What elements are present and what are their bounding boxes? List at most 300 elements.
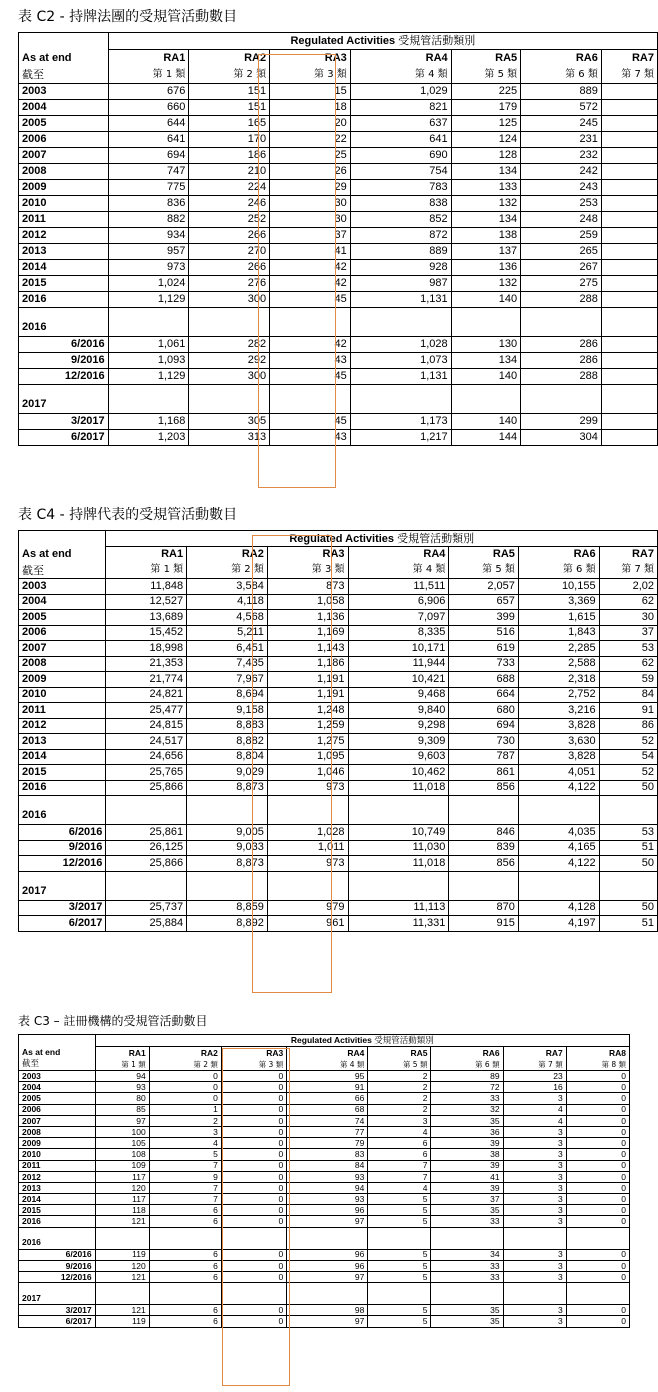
cell-ra4: 1,073 (350, 353, 451, 369)
cell-ra3: 26 (270, 164, 351, 180)
cell-ra2: 300 (189, 369, 270, 385)
cell-ra2: 7 (149, 1194, 221, 1205)
cell-ra1: 93 (95, 1082, 149, 1093)
cell-ra6: 2,318 (518, 672, 599, 688)
cell-ra5: 2 (368, 1082, 431, 1093)
cell-ra2: 4,118 (187, 594, 268, 610)
cell-ra1: 12,527 (106, 594, 187, 610)
spacer-cell (19, 796, 106, 808)
cell-ra1: 25,765 (106, 765, 187, 781)
spacer-cell (601, 385, 657, 397)
cell-ra1: 660 (108, 100, 189, 116)
spacer-cell (189, 385, 270, 397)
cell-ra7: 3 (503, 1272, 566, 1283)
row-label: 2015 (19, 765, 106, 781)
table-row (19, 825, 658, 841)
cell-ra5: 132 (451, 276, 520, 292)
cell-ra7: 86 (599, 718, 657, 734)
cell-ra4: 7,097 (348, 610, 449, 626)
cell-ra1: 21,353 (106, 656, 187, 672)
cell-ra3: 0 (221, 1104, 286, 1115)
column-header-ra3: RA3 (270, 50, 351, 67)
cell-ra4: 8,335 (348, 625, 449, 641)
cell-ra4: 97 (287, 1216, 368, 1227)
cell-ra1: 21,774 (106, 672, 187, 688)
cell-ra7: 59 (599, 672, 657, 688)
cell-ra1: 108 (95, 1149, 149, 1160)
cell-ra2: 186 (189, 148, 270, 164)
row-label: 2004 (19, 100, 109, 116)
cell-ra8: 0 (566, 1260, 629, 1271)
cell-ra3: 18 (270, 100, 351, 116)
cell-ra7: 3 (503, 1260, 566, 1271)
cell-ra3: 45 (270, 414, 351, 430)
table-row (19, 625, 658, 641)
cell-ra4: 74 (287, 1115, 368, 1126)
cell-ra6: 89 (431, 1071, 503, 1082)
cell-ra4: 93 (287, 1171, 368, 1182)
cell-ra3: 979 (267, 900, 348, 916)
cell-ra2: 6 (149, 1272, 221, 1283)
cell-ra6: 34 (431, 1249, 503, 1260)
cell-ra1: 120 (95, 1182, 149, 1193)
cell-ra5: 619 (449, 641, 518, 657)
group-year-empty-cell (521, 397, 602, 414)
cell-ra5: 134 (451, 353, 520, 369)
cell-ra4: 928 (350, 260, 451, 276)
table-c3-container (18, 1034, 630, 1378)
column-subheader-ra4: 第 4 類 (287, 1059, 368, 1071)
spacer-cell (521, 385, 602, 397)
row-label: 2012 (19, 718, 106, 734)
cell-ra5: 5 (368, 1316, 431, 1327)
cell-ra4: 690 (350, 148, 451, 164)
cell-ra3: 1,186 (267, 656, 348, 672)
banner-en: Regulated Activities (289, 532, 395, 545)
group-year-empty-cell (566, 1236, 629, 1249)
cell-ra8: 0 (566, 1171, 629, 1182)
cell-ra8: 0 (566, 1216, 629, 1227)
row-label: 2006 (19, 625, 106, 641)
cell-ra1: 25,866 (106, 780, 187, 796)
cell-ra4: 96 (287, 1249, 368, 1260)
cell-ra5: 136 (451, 260, 520, 276)
table-row (19, 164, 658, 180)
cell-ra1: 13,689 (106, 610, 187, 626)
row-label: 2008 (19, 164, 109, 180)
cell-ra2: 9,005 (187, 825, 268, 841)
cell-ra6: 4,197 (518, 916, 599, 932)
cell-ra8: 0 (566, 1104, 629, 1115)
cell-ra7 (601, 430, 657, 446)
cell-ra6: 2,588 (518, 656, 599, 672)
cell-ra6: 3,828 (518, 718, 599, 734)
spacer-cell (503, 1283, 566, 1292)
cell-ra4: 987 (350, 276, 451, 292)
cell-ra2: 266 (189, 228, 270, 244)
group-year-empty-cell (599, 883, 657, 900)
cell-ra3: 973 (267, 856, 348, 872)
cell-ra1: 24,517 (106, 734, 187, 750)
cell-ra7 (601, 353, 657, 369)
table-row (19, 1149, 630, 1160)
cell-ra6: 35 (431, 1316, 503, 1327)
cell-ra3: 25 (270, 148, 351, 164)
cell-ra7: 3 (503, 1126, 566, 1137)
cell-ra2: 210 (189, 164, 270, 180)
column-header-ra7: RA7 (503, 1047, 566, 1059)
cell-ra7: 52 (599, 765, 657, 781)
table-row (19, 1205, 630, 1216)
cell-ra7 (601, 292, 657, 308)
group-year-empty-cell (189, 320, 270, 337)
spacer-cell (149, 1283, 221, 1292)
spacer-cell (95, 1227, 149, 1236)
column-header-ra2: RA2 (149, 1047, 221, 1059)
table-row (19, 672, 658, 688)
table-row (19, 430, 658, 446)
row-label: 2008 (19, 656, 106, 672)
cell-ra3: 41 (270, 244, 351, 260)
as-at-end-label: As at end (19, 50, 109, 67)
spacer-row (19, 796, 658, 808)
cell-ra4: 9,309 (348, 734, 449, 750)
cell-ra7: 62 (599, 656, 657, 672)
cell-ra6: 35 (431, 1205, 503, 1216)
cell-ra3: 0 (221, 1316, 286, 1327)
spacer-cell (189, 308, 270, 320)
table-row (19, 276, 658, 292)
group-year-empty-cell (149, 1236, 221, 1249)
table-row (19, 84, 658, 100)
group-year-empty-cell (518, 883, 599, 900)
cell-ra6: 39 (431, 1138, 503, 1149)
cell-ra7: 4 (503, 1115, 566, 1126)
cell-ra3: 1,143 (267, 641, 348, 657)
cell-ra4: 79 (287, 1138, 368, 1149)
group-year-empty-cell (149, 1292, 221, 1305)
group-year-empty-cell (601, 397, 657, 414)
cell-ra3: 0 (221, 1093, 286, 1104)
group-year-empty-cell (348, 883, 449, 900)
group-year-empty-cell (451, 320, 520, 337)
cell-ra7: 3 (503, 1305, 566, 1316)
cell-ra4: 1,029 (350, 84, 451, 100)
spacer-cell (106, 871, 187, 883)
spacer-cell (187, 871, 268, 883)
table-row (19, 353, 658, 369)
cell-ra3: 0 (221, 1171, 286, 1182)
column-header-ra4: RA4 (287, 1047, 368, 1059)
cell-ra4: 91 (287, 1082, 368, 1093)
cell-ra1: 775 (108, 180, 189, 196)
cell-ra6: 4,051 (518, 765, 599, 781)
cell-ra5: 5 (368, 1194, 431, 1205)
cell-ra5: 134 (451, 212, 520, 228)
table-row (19, 1104, 630, 1115)
table-row (19, 337, 658, 353)
spacer-row (19, 1283, 630, 1292)
table-row (19, 641, 658, 657)
header-code-row (19, 547, 658, 563)
table-row (19, 369, 658, 385)
banner-zh: 受規管活動類別 (397, 531, 475, 545)
spacer-cell (19, 871, 106, 883)
as-at-end-label: As at end (19, 1047, 96, 1059)
cell-ra1: 1,129 (108, 292, 189, 308)
table-c3-title: 表 C3 – 註冊機構的受規管活動數目 (18, 1014, 208, 1028)
row-label: 6/2016 (19, 825, 106, 841)
cell-ra4: 783 (350, 180, 451, 196)
cell-ra4: 95 (287, 1071, 368, 1082)
cell-ra2: 8,873 (187, 856, 268, 872)
cell-ra2: 224 (189, 180, 270, 196)
table-row (19, 594, 658, 610)
cell-ra7 (601, 260, 657, 276)
cell-ra3: 1,259 (267, 718, 348, 734)
group-year-empty-cell (431, 1292, 503, 1305)
cell-ra6: 39 (431, 1160, 503, 1171)
cell-ra2: 1 (149, 1104, 221, 1115)
cell-ra1: 26,125 (106, 840, 187, 856)
cell-ra3: 0 (221, 1182, 286, 1193)
column-subheader-ra7: 第 7 類 (601, 67, 657, 84)
spacer-cell (431, 1227, 503, 1236)
cell-ra6: 33 (431, 1260, 503, 1271)
column-subheader-ra3: 第 3 類 (267, 563, 348, 579)
cell-ra1: 1,061 (108, 337, 189, 353)
table-row (19, 1071, 630, 1082)
cell-ra1: 97 (95, 1115, 149, 1126)
cell-ra2: 300 (189, 292, 270, 308)
cell-ra1: 121 (95, 1216, 149, 1227)
cell-ra3: 0 (221, 1216, 286, 1227)
spacer-cell (267, 796, 348, 808)
spacer-cell (19, 1283, 96, 1292)
cell-ra5: 2 (368, 1104, 431, 1115)
cell-ra2: 7,435 (187, 656, 268, 672)
cell-ra5: 5 (368, 1260, 431, 1271)
cell-ra4: 11,018 (348, 856, 449, 872)
cell-ra3: 43 (270, 430, 351, 446)
cell-ra7 (601, 337, 657, 353)
row-label: 2005 (19, 116, 109, 132)
header-code-row (19, 1047, 630, 1059)
cell-ra6: 4,128 (518, 900, 599, 916)
cell-ra1: 24,656 (106, 749, 187, 765)
cell-ra3: 1,275 (267, 734, 348, 750)
cell-ra5: 137 (451, 244, 520, 260)
group-year-empty-cell (267, 883, 348, 900)
row-label: 2005 (19, 1093, 96, 1104)
column-header-ra2: RA2 (189, 50, 270, 67)
spacer-cell (350, 385, 451, 397)
cell-ra4: 889 (350, 244, 451, 260)
banner-row (19, 1035, 630, 1047)
cell-ra5: 4 (368, 1126, 431, 1137)
spacer-cell (270, 308, 351, 320)
column-header-ra8: RA8 (566, 1047, 629, 1059)
table-row (19, 734, 658, 750)
spacer-cell (108, 385, 189, 397)
cell-ra2: 9,029 (187, 765, 268, 781)
cell-ra1: 25,884 (106, 916, 187, 932)
row-label: 12/2016 (19, 369, 109, 385)
cell-ra5: 132 (451, 196, 520, 212)
cell-ra3: 0 (221, 1160, 286, 1171)
cell-ra4: 66 (287, 1093, 368, 1104)
cell-ra3: 42 (270, 260, 351, 276)
table-row (19, 292, 658, 308)
cell-ra5: 124 (451, 132, 520, 148)
header-code-row (19, 50, 658, 67)
cell-ra2: 3 (149, 1126, 221, 1137)
cell-ra2: 151 (189, 84, 270, 100)
cell-ra1: 1,129 (108, 369, 189, 385)
group-year-empty-cell (503, 1236, 566, 1249)
column-header-ra6: RA6 (431, 1047, 503, 1059)
cell-ra1: 24,821 (106, 687, 187, 703)
cell-ra2: 5 (149, 1149, 221, 1160)
spacer-cell (566, 1227, 629, 1236)
cell-ra3: 0 (221, 1126, 286, 1137)
cell-ra7: 3 (503, 1149, 566, 1160)
spacer-cell (287, 1283, 368, 1292)
table-row (19, 116, 658, 132)
row-label: 2013 (19, 244, 109, 260)
table-row (19, 840, 658, 856)
group-year-empty-cell (106, 808, 187, 825)
cell-ra7 (601, 369, 657, 385)
row-label: 2006 (19, 132, 109, 148)
cell-ra2: 246 (189, 196, 270, 212)
cell-ra5: 861 (449, 765, 518, 781)
cell-ra5: 856 (449, 856, 518, 872)
table-c2-title: 表 C2 - 持牌法團的受規管活動數目 (18, 9, 238, 25)
cell-ra4: 9,603 (348, 749, 449, 765)
cell-ra4: 94 (287, 1182, 368, 1193)
group-year-label: 2017 (19, 1292, 96, 1305)
column-subheader-ra2: 第 2 類 (187, 563, 268, 579)
spacer-cell (221, 1227, 286, 1236)
spacer-cell (449, 796, 518, 808)
cell-ra1: 119 (95, 1249, 149, 1260)
cell-ra6: 41 (431, 1171, 503, 1182)
corner-cell (19, 531, 106, 547)
banner-en: Regulated Activities (290, 1034, 372, 1045)
spacer-cell (518, 796, 599, 808)
table-row (19, 765, 658, 781)
cell-ra1: 120 (95, 1260, 149, 1271)
cell-ra4: 97 (287, 1272, 368, 1283)
cell-ra5: 140 (451, 414, 520, 430)
cell-ra2: 8,694 (187, 687, 268, 703)
cell-ra3: 1,028 (267, 825, 348, 841)
table-row (19, 1316, 630, 1327)
cell-ra2: 0 (149, 1071, 221, 1082)
column-header-ra5: RA5 (368, 1047, 431, 1059)
cell-ra6: 231 (521, 132, 602, 148)
table-row (19, 579, 658, 595)
cell-ra6: 572 (521, 100, 602, 116)
cell-ra1: 836 (108, 196, 189, 212)
cell-ra6: 245 (521, 116, 602, 132)
row-label: 2003 (19, 579, 106, 595)
column-header-ra5: RA5 (451, 50, 520, 67)
cell-ra4: 98 (287, 1305, 368, 1316)
cell-ra2: 3,584 (187, 579, 268, 595)
group-year-empty-cell (270, 320, 351, 337)
table-row (19, 916, 658, 932)
table-row (19, 1160, 630, 1171)
cell-ra7 (601, 228, 657, 244)
cell-ra4: 11,331 (348, 916, 449, 932)
cell-ra5: 680 (449, 703, 518, 719)
row-label: 2006 (19, 1104, 96, 1115)
cell-ra6: 3,828 (518, 749, 599, 765)
table-row (19, 260, 658, 276)
spacer-cell (518, 871, 599, 883)
row-label: 9/2016 (19, 840, 106, 856)
cell-ra3: 961 (267, 916, 348, 932)
cell-ra8: 0 (566, 1249, 629, 1260)
cell-ra1: 109 (95, 1160, 149, 1171)
spacer-cell (348, 796, 449, 808)
cell-ra5: 125 (451, 116, 520, 132)
spacer-cell (187, 796, 268, 808)
column-subheader-ra5: 第 5 類 (451, 67, 520, 84)
cell-ra1: 100 (95, 1126, 149, 1137)
cell-ra3: 30 (270, 196, 351, 212)
cell-ra4: 754 (350, 164, 451, 180)
column-header-ra6: RA6 (521, 50, 602, 67)
cell-ra1: 957 (108, 244, 189, 260)
cell-ra5: 3 (368, 1115, 431, 1126)
cell-ra6: 242 (521, 164, 602, 180)
cell-ra2: 7,967 (187, 672, 268, 688)
row-label: 2012 (19, 1171, 96, 1182)
cell-ra1: 24,815 (106, 718, 187, 734)
cell-ra5: 179 (451, 100, 520, 116)
group-year-empty-cell (348, 808, 449, 825)
group-year-empty-cell (108, 320, 189, 337)
cell-ra2: 6 (149, 1205, 221, 1216)
group-year-empty-cell (601, 320, 657, 337)
cell-ra4: 641 (350, 132, 451, 148)
cell-ra7: 91 (599, 703, 657, 719)
cell-ra6: 248 (521, 212, 602, 228)
row-label: 2009 (19, 672, 106, 688)
cell-ra6: 10,155 (518, 579, 599, 595)
table-row (19, 196, 658, 212)
cell-ra3: 42 (270, 276, 351, 292)
cell-ra2: 8,883 (187, 718, 268, 734)
spacer-cell (95, 1283, 149, 1292)
cell-ra4: 77 (287, 1126, 368, 1137)
cell-ra6: 72 (431, 1082, 503, 1093)
cell-ra5: 6 (368, 1149, 431, 1160)
group-year-empty-cell (368, 1292, 431, 1305)
group-year-empty-cell (350, 397, 451, 414)
cell-ra6: 1,843 (518, 625, 599, 641)
cell-ra3: 29 (270, 180, 351, 196)
cell-ra6: 304 (521, 430, 602, 446)
cell-ra2: 252 (189, 212, 270, 228)
table-row (19, 1171, 630, 1182)
cell-ra3: 0 (221, 1138, 286, 1149)
cell-ra2: 313 (189, 430, 270, 446)
group-year-empty-cell (106, 883, 187, 900)
